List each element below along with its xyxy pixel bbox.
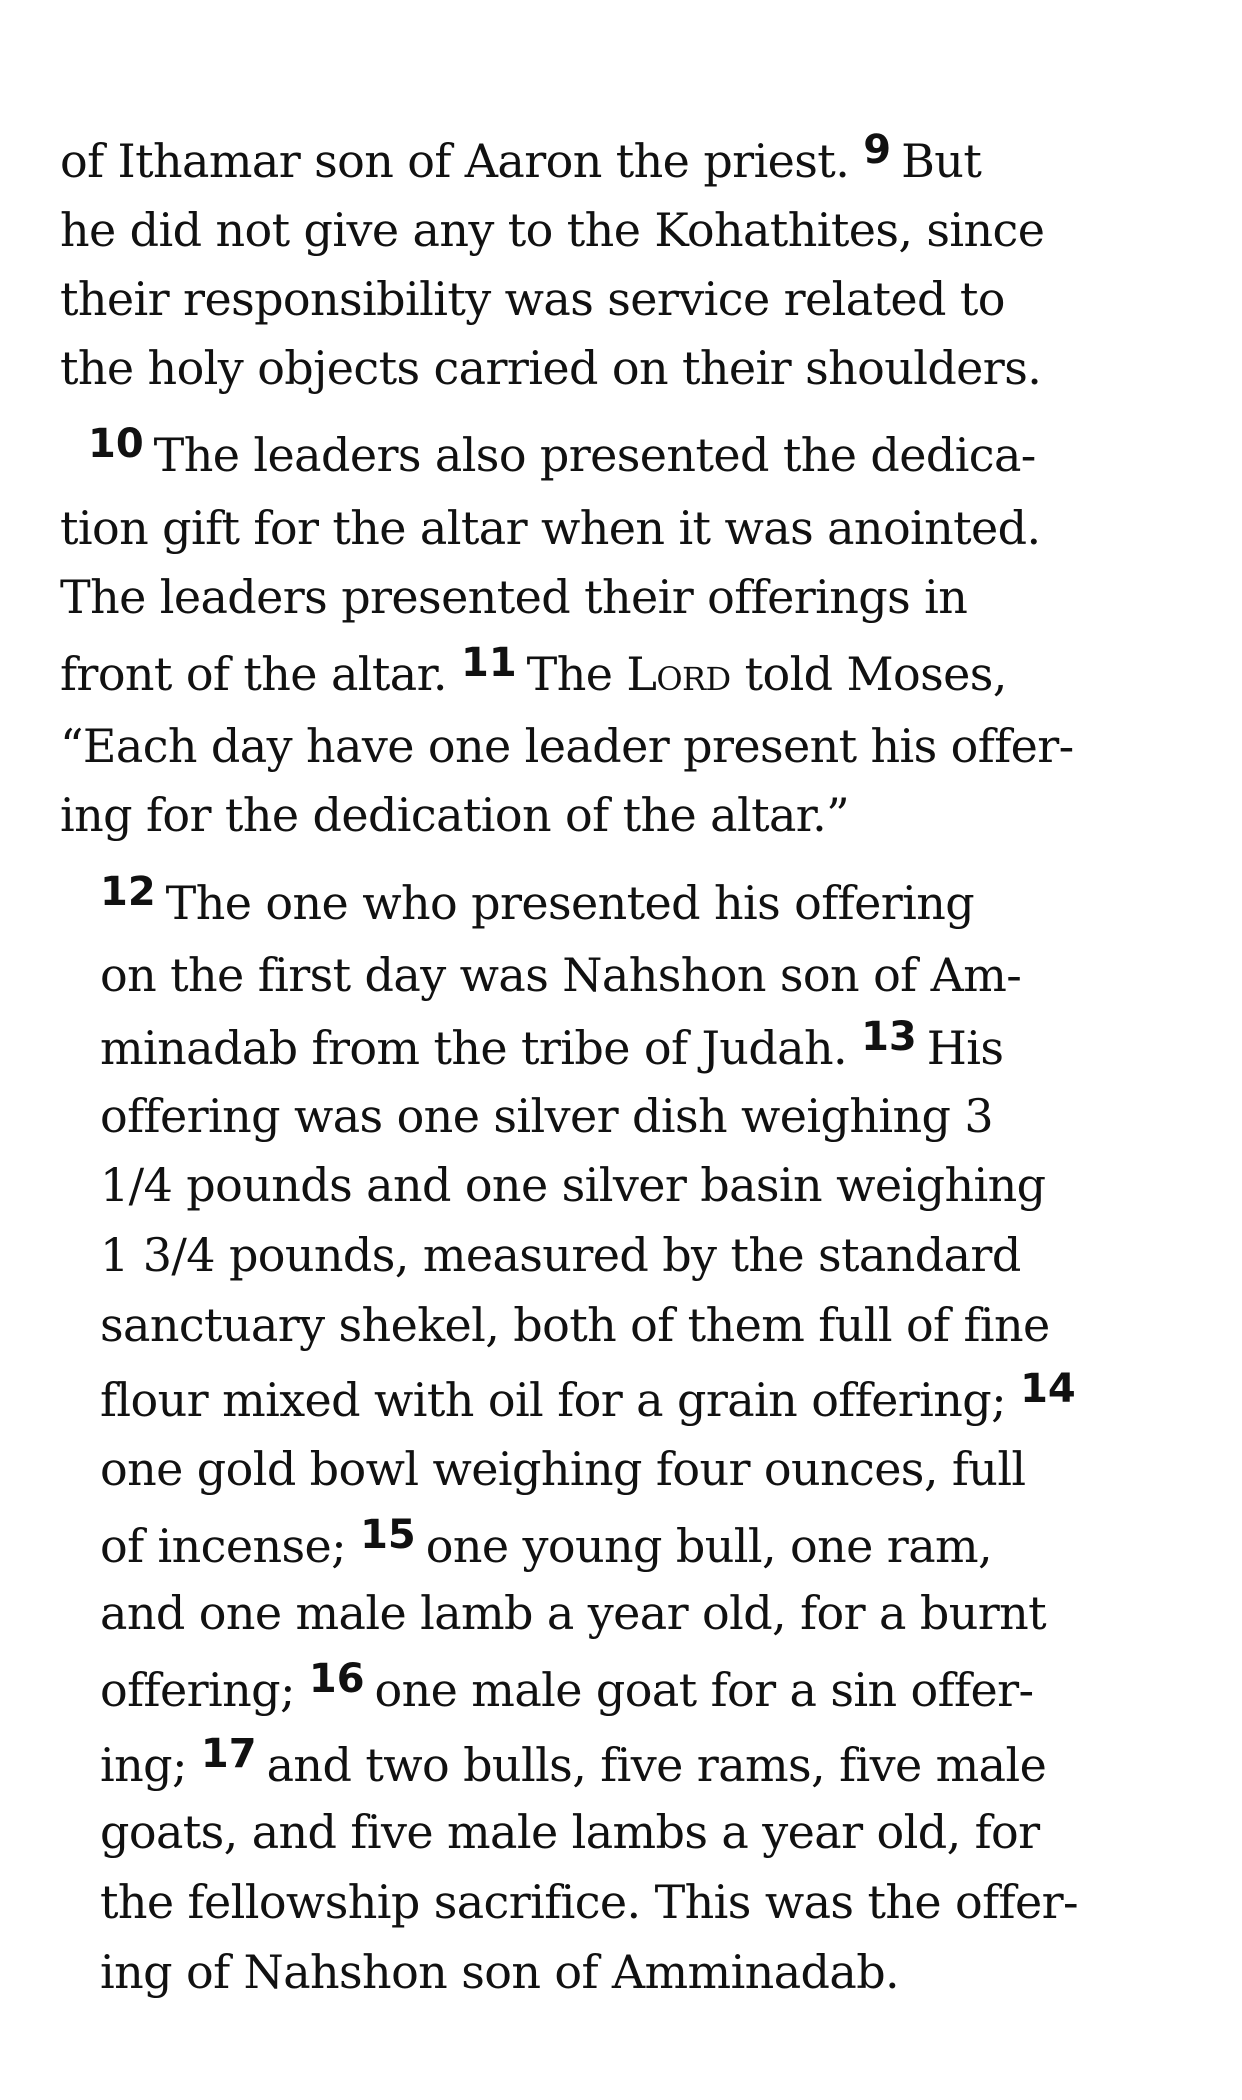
text-line [100,1731,1047,1792]
text-line: “Each day have one leader present his offer- [60,719,1074,773]
text-line: and one male lamb a year old, for a burnt [100,1586,1047,1640]
verse-text: The one who presented his offering [165,876,975,930]
verse-number: 9 [863,127,892,173]
verse-number: 10 [88,421,144,467]
text-line [60,640,1007,701]
verse-text: one male goat for a sin offer- [374,1663,1034,1717]
verse-text: But [901,134,982,188]
text-line: he did not give any to the Kohathites, since [60,203,1045,257]
text-line: goats, and five male lambs a year old, for [100,1805,1040,1859]
divine-name-small-caps: Lord [626,647,731,701]
verse-text: flour mixed with oil for a grain offering; [100,1373,1007,1427]
verse-number: 11 [460,640,517,686]
text-line: on the first day was Nahshon son of Am- [100,948,1022,1002]
verse-text: minadab from the tribe of Judah. [100,1021,848,1075]
verse-number: 16 [308,1656,365,1702]
verse-text: offering; [100,1663,295,1717]
text-line: ing of Nahshon son of Amminadab. [100,1945,900,1999]
text-line [100,1512,993,1573]
text-line [100,1656,1034,1717]
verse-text: of Ithamar son of Aaron the priest. [60,134,850,188]
verse-text: one young bull, one ram, [425,1519,993,1573]
verse-text: and two bulls, five rams, five male [266,1738,1047,1792]
text-line: their responsibility was service related to [60,272,1005,326]
verse-number: 13 [861,1014,917,1060]
text-line: one gold bowl weighing four ounces, full [100,1442,1026,1496]
text-line [100,869,975,930]
text-line: ing for the dedication of the altar.” [60,788,850,842]
verse-text: ing; [100,1738,187,1792]
text-line: 1 3/4 pounds, measured by the standard [100,1228,1021,1282]
text-line: 1/4 pounds and one silver basin weighing [100,1158,1046,1212]
text-line: the holy objects carried on their shoulders. [60,341,1042,395]
text-line: the fellowship sacrifice. This was the offer- [100,1875,1078,1929]
text-line [100,1366,1086,1427]
verse-number: 17 [200,1731,257,1777]
verse-text: front of the altar. [60,647,447,701]
text-line: tion gift for the altar when it was anointed. [60,501,1041,555]
text-line [88,421,1036,482]
verse-text: The leaders also presented the dedica- [153,428,1036,482]
verse-number: 15 [360,1512,416,1558]
text-line [100,1014,1004,1075]
verse-text: told Moses, [744,647,1007,701]
text-line: The leaders presented their offerings in [60,570,968,624]
text-line [60,127,982,188]
verse-number: 12 [100,869,156,915]
text-line: offering was one silver dish weighing 3 [100,1089,994,1143]
text-line: sanctuary shekel, both of them full of fine [100,1298,1050,1352]
verse-text: of incense; [100,1519,347,1573]
verse-text: The [526,647,613,701]
verse-text: His [926,1021,1004,1075]
verse-number: 14 [1020,1366,1076,1412]
